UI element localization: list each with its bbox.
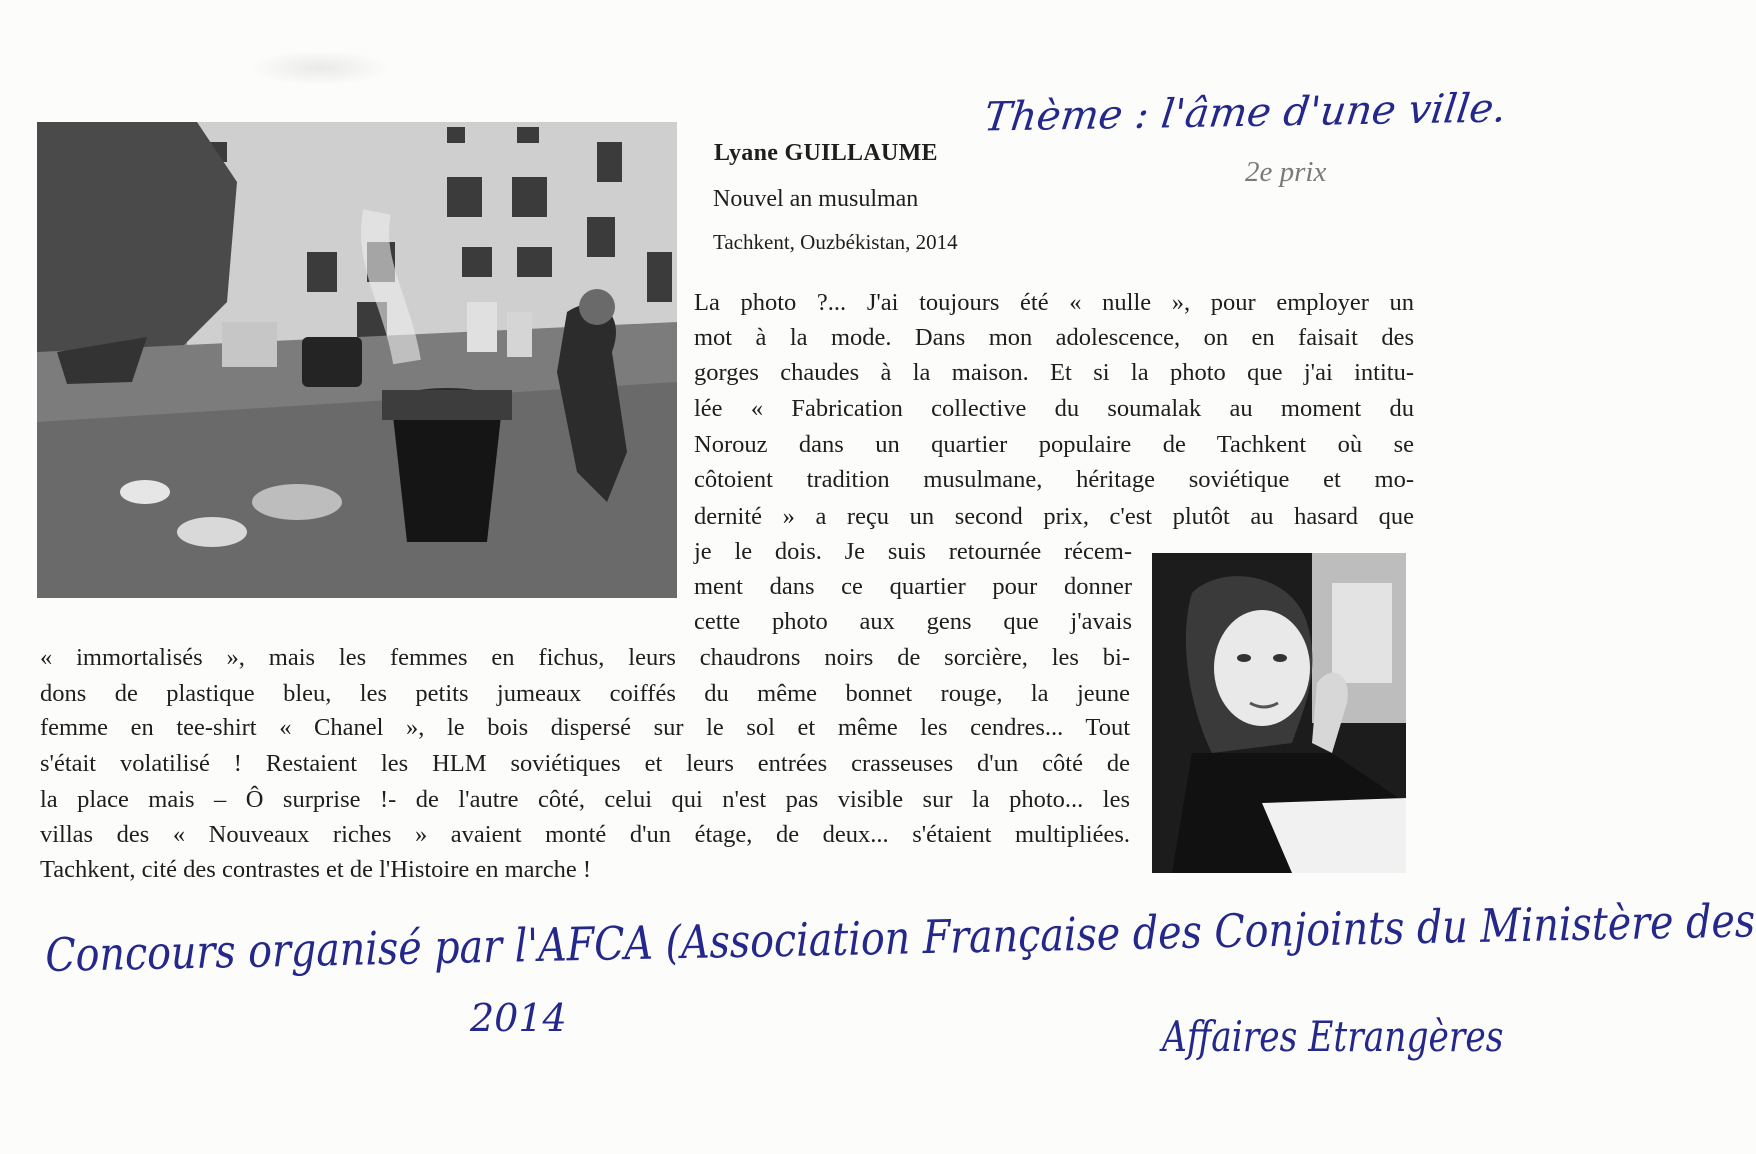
text-line: lée « Fabrication collective du soumalak au moment du <box>694 395 1414 422</box>
text-line: Norouz dans un quartier populaire de Tachkent où se <box>694 431 1414 458</box>
photo-title: Nouvel an musulman <box>713 186 919 212</box>
text-line: dons de plastique bleu, les petits jumeaux coiffés du même bonnet rouge, la jeune <box>40 680 1130 707</box>
text-line: côtoient tradition musulmane, héritage soviétique et mo- <box>694 466 1414 493</box>
text-line: La photo ?... J'ai toujours été « nulle », pour employer un <box>694 289 1414 316</box>
text-line-last: Tachkent, cité des contrastes et de l'Histoire en marche ! <box>40 856 591 883</box>
text-line: villas des « Nouveaux riches » avaient monté d'un étage, de deux... s'étaient multipliées. <box>40 821 1130 848</box>
text-line: dernité » a reçu un second prix, c'est plutôt au hasard que <box>694 503 1414 530</box>
handwritten-footer-line1: Concours organisé par l'AFCA (Association Française des Conjoints du Ministère des <box>45 893 1756 982</box>
main-photo <box>37 122 677 598</box>
text-line: « immortalisés », mais les femmes en fichus, leurs chaudrons noirs de sorcière, les bi- <box>40 644 1130 671</box>
author-portrait-photo <box>1152 553 1406 873</box>
text-line: je le dois. Je suis retournée récem- <box>694 538 1132 565</box>
handwritten-theme: Thème : l'âme d'une ville. <box>981 85 1509 141</box>
text-line: s'était volatilisé ! Restaient les HLM soviétiques et leurs entrées crasseuses d'un côté de <box>40 750 1130 777</box>
handwritten-footer-year: 2014 <box>470 996 567 1040</box>
author-name: Lyane GUILLAUME <box>714 140 938 166</box>
prize-label: 2e prix <box>1245 156 1327 188</box>
text-line: mot à la mode. Dans mon adolescence, on en faisait des <box>694 324 1414 351</box>
handwritten-footer-line2: Affaires Etrangères <box>1162 1012 1504 1061</box>
scan-smudge <box>250 50 390 86</box>
text-line: gorges chaudes à la maison. Et si la photo que j'ai intitu- <box>694 359 1414 386</box>
text-line: cette photo aux gens que j'avais <box>694 608 1132 635</box>
text-line: femme en tee-shirt « Chanel », le bois dispersé sur le sol et même les cendres... Tout <box>40 714 1130 741</box>
text-line: ment dans ce quartier pour donner <box>694 573 1132 600</box>
photo-place-date: Tachkent, Ouzbékistan, 2014 <box>713 230 958 254</box>
text-line: la place mais – Ô surprise !- de l'autre côté, celui qui n'est pas visible sur la photo... les <box>40 786 1130 813</box>
